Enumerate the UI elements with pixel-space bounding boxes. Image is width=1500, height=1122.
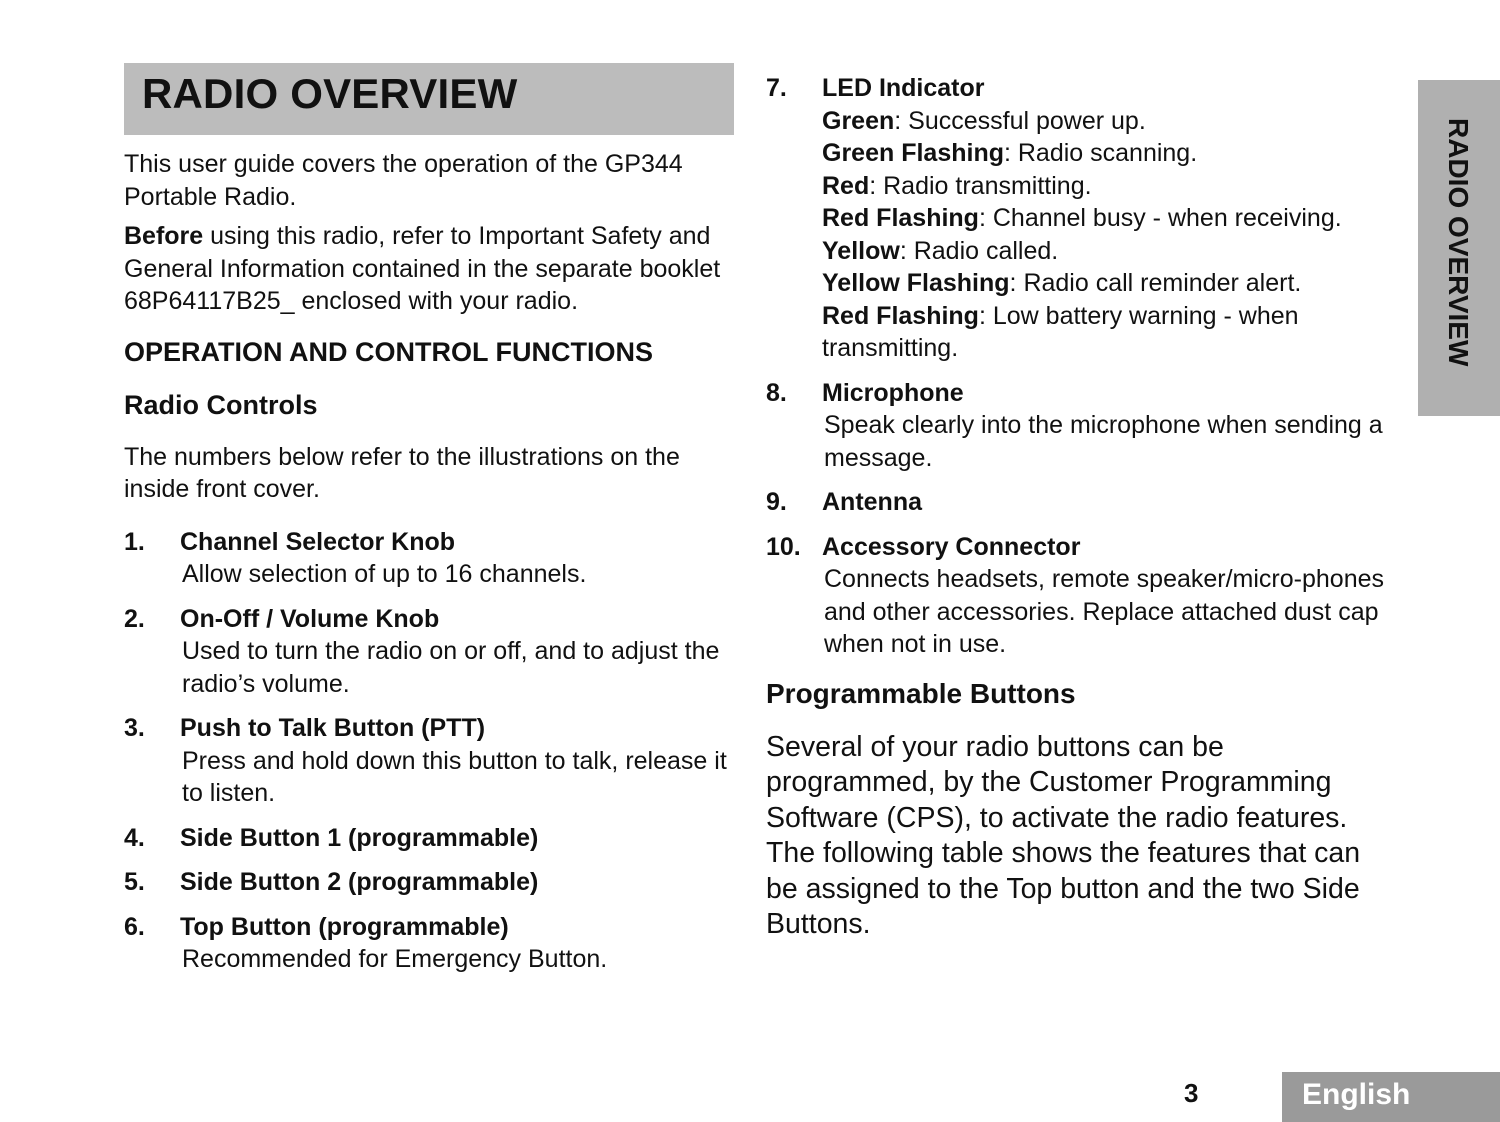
item-title: Top Button (programmable) [180, 912, 509, 941]
list-item-10 [766, 531, 1386, 661]
item-description: Press and hold down this button to talk, release it to listen. [182, 746, 727, 807]
list-item-9 [766, 486, 1386, 519]
item-title: On-Off / Volume Knob [180, 604, 440, 633]
list-item-5 [124, 866, 736, 899]
led-line: Red Flashing: Low battery warning - when transmitting. [822, 301, 1299, 362]
item-description: Connects headsets, remote speaker/micro-phones and other accessories. Replace attached dust cap when not in use. [824, 565, 1385, 658]
right-column [766, 72, 1386, 943]
item-title: Antenna [822, 488, 922, 516]
list-item-1 [124, 526, 736, 591]
item-number: 1. [124, 527, 145, 556]
list-item-2 [124, 603, 736, 701]
led-line: Red Flashing: Channel busy - when receiving. [822, 204, 1342, 232]
item-title: Push to Talk Button (PTT) [180, 714, 486, 742]
item-title: Accessory Connector [822, 532, 1081, 561]
led-line: Yellow: Radio called. [822, 236, 1059, 265]
programmable-buttons-text: Several of your radio buttons can be programmed, by the Customer Programming Software (CPS), to activate the radio features. The following table shows the features that can be assigned to the Top button and the two Side Buttons. [766, 730, 1361, 940]
item-number: 4. [124, 823, 145, 852]
page-number: 3 [1184, 1078, 1199, 1108]
list-item-7-led [766, 72, 1386, 365]
item-number: 9. [766, 488, 787, 516]
intro-paragraph-1: This user guide covers the operation of the GP344 Portable Radio. [124, 150, 683, 211]
intro-paragraph-2-text: using this radio, refer to Important Safety and General Information contained in the separate booklet 68P64117B25_ enclosed with your radio. [124, 222, 721, 315]
radio-controls-heading: Radio Controls [124, 389, 318, 420]
programmable-buttons-heading: Programmable Buttons [766, 677, 1076, 709]
led-line: Green Flashing: Radio scanning. [822, 139, 1198, 167]
intro-bold-word: Before [124, 222, 204, 250]
page-title-bar [124, 63, 734, 135]
list-item-4 [124, 822, 736, 855]
item-title: LED Indicator [822, 74, 985, 102]
page-title: RADIO OVERVIEW [142, 70, 518, 117]
references-note: The numbers below refer to the illustrations on the inside front cover. [124, 442, 680, 503]
intro-paragraph-2 [124, 220, 736, 318]
list-item-8 [766, 377, 1386, 475]
item-title: Side Button 1 (programmable) [180, 823, 539, 852]
led-line: Red: Radio transmitting. [822, 171, 1092, 200]
item-title: Side Button 2 (programmable) [180, 868, 539, 896]
item-number: 7. [766, 74, 787, 102]
item-description: Recommended for Emergency Button. [182, 945, 608, 973]
led-line: Green: Successful power up. [822, 106, 1146, 135]
item-number: 10. [766, 532, 801, 561]
led-line: Yellow Flashing: Radio call reminder alert. [822, 269, 1302, 297]
side-section-tab [1418, 80, 1500, 416]
list-item-3 [124, 712, 736, 810]
item-number: 8. [766, 378, 787, 407]
language-tab [1282, 1072, 1500, 1122]
item-number: 6. [124, 912, 145, 941]
section-heading: OPERATION AND CONTROL FUNCTIONS [124, 336, 653, 367]
item-description: Speak clearly into the microphone when sending a message. [824, 411, 1383, 472]
list-item-6 [124, 911, 736, 976]
item-title: Microphone [822, 378, 964, 407]
left-column [124, 148, 736, 988]
item-description: Allow selection of up to 16 channels. [182, 560, 587, 588]
item-number: 2. [124, 604, 145, 633]
language-label: English [1302, 1078, 1411, 1111]
item-title: Channel Selector Knob [180, 527, 456, 556]
item-number: 5. [124, 868, 145, 896]
item-number: 3. [124, 714, 145, 742]
item-description: Used to turn the radio on or off, and to adjust the radio’s volume. [182, 637, 720, 698]
side-tab-label: RADIO OVERVIEW [1443, 118, 1474, 367]
